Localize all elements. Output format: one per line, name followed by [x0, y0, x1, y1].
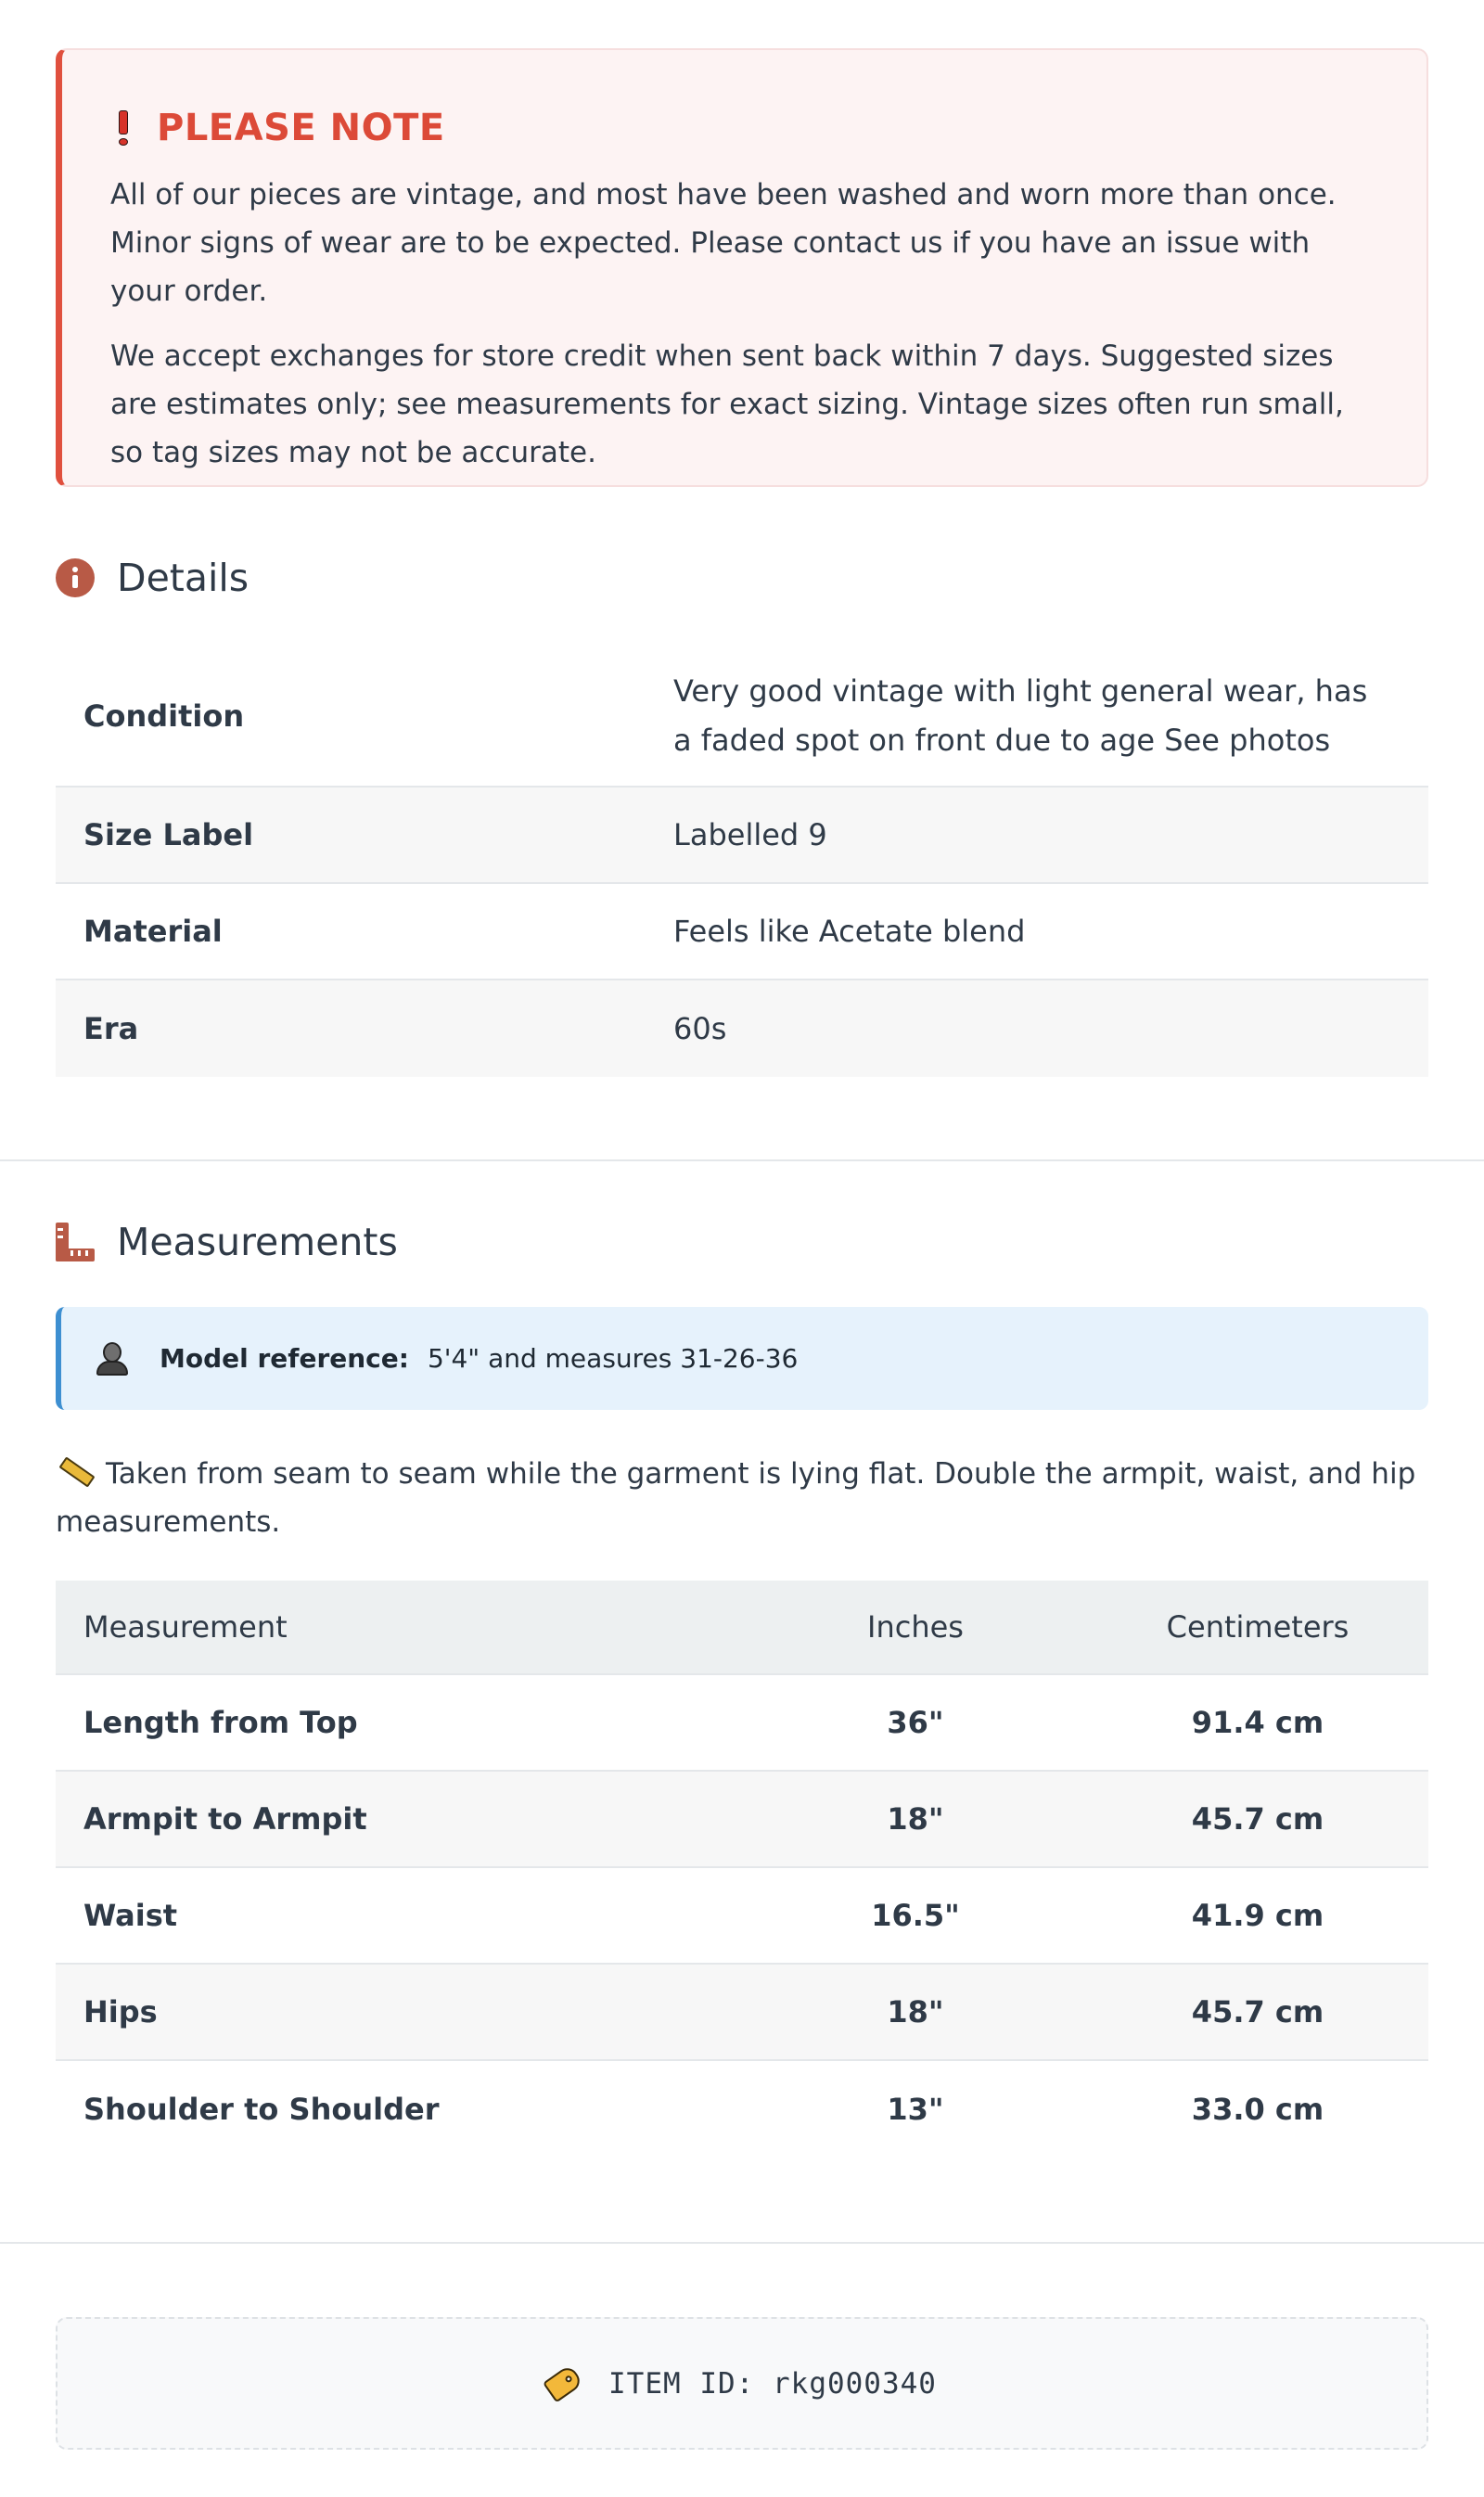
measurements-title: Measurements: [117, 1220, 398, 1264]
details-value: Labelled 9: [673, 816, 827, 852]
ruler-icon: [56, 1223, 95, 1261]
details-heading: [56, 550, 249, 606]
notice-paragraph-1: All of our pieces are vintage, and most have been washed and worn more than once. Minor signs of wear are to be expected. Please contact us if you have an issue with your order.: [110, 178, 1337, 308]
model-reference-value: 5'4" and measures 31-26-36: [427, 1343, 799, 1374]
details-label: Size Label: [83, 817, 254, 852]
notice-header: [110, 104, 1378, 152]
item-id-text: ITEM ID: rkg000340: [608, 2366, 937, 2401]
measurement-name: Armpit to Armpit: [83, 1801, 367, 1837]
model-reference-label: Model reference:: [160, 1343, 409, 1374]
details-value: Very good vintage with light general wear, has a faded spot on front due to age See photos: [673, 673, 1368, 758]
measurements-heading: [56, 1214, 398, 1270]
details-label: Material: [83, 914, 223, 949]
measurement-name: Hips: [83, 1994, 158, 2030]
notice-title: PLEASE NOTE: [157, 107, 445, 149]
details-value: Feels like Acetate blend: [673, 913, 1026, 949]
table-row: [56, 1965, 1428, 2061]
measurement-cm: 91.4 cm: [1191, 1705, 1324, 1740]
exclamation-icon: [116, 110, 131, 146]
measurement-cm: 41.9 cm: [1191, 1898, 1324, 1933]
tag-icon: [543, 2362, 589, 2406]
please-note-box: [56, 48, 1428, 487]
measurement-inches: 16.5": [871, 1898, 960, 1933]
measurement-name: Length from Top: [83, 1705, 358, 1740]
measurements-table: [56, 1581, 1428, 2158]
column-header-measurement: Measurement: [83, 1609, 288, 1645]
table-row: [56, 2061, 1428, 2158]
section-divider: [0, 2242, 1484, 2244]
column-header-inches: Inches: [867, 1609, 964, 1645]
details-row-material: [56, 884, 1428, 980]
measurement-cm: 45.7 cm: [1191, 1994, 1324, 2030]
details-label: Era: [83, 1011, 139, 1046]
details-value: 60s: [673, 1010, 727, 1046]
person-icon: [96, 1342, 128, 1376]
measurement-cm: 45.7 cm: [1191, 1801, 1324, 1837]
table-row: [56, 1772, 1428, 1868]
model-reference-box: [56, 1307, 1428, 1410]
item-id-box: [56, 2317, 1428, 2450]
measurement-cm: 33.0 cm: [1191, 2092, 1324, 2127]
column-header-centimeters: Centimeters: [1166, 1609, 1350, 1645]
table-row: [56, 1675, 1428, 1772]
details-title: Details: [117, 556, 249, 600]
table-row: [56, 1868, 1428, 1965]
measurement-note: [56, 1450, 1428, 1546]
measurement-inches: 18": [887, 1994, 944, 2030]
measurement-note-text: Taken from seam to seam while the garment is lying flat. Double the armpit, waist, and hip measurements.: [56, 1457, 1416, 1539]
notice-paragraph-2: We accept exchanges for store credit when sent back within 7 days. Suggested sizes are estimates only; see measurements for exact sizing. Vintage sizes often run small, so tag sizes may not be accurate.: [110, 339, 1344, 469]
info-icon: [56, 558, 95, 597]
measurement-inches: 13": [887, 2092, 944, 2127]
details-row-era: [56, 980, 1428, 1077]
measurement-name: Waist: [83, 1898, 178, 1933]
section-divider: [0, 1159, 1484, 1161]
details-row-size-label: [56, 788, 1428, 884]
measurement-inches: 18": [887, 1801, 944, 1837]
details-row-condition: [56, 647, 1428, 788]
table-header-row: [56, 1581, 1428, 1675]
details-table: [56, 647, 1428, 1077]
measurement-inches: 36": [887, 1705, 944, 1740]
details-label: Condition: [83, 698, 245, 734]
measurement-name: Shoulder to Shoulder: [83, 2092, 440, 2127]
pencil-icon: [58, 1456, 95, 1487]
